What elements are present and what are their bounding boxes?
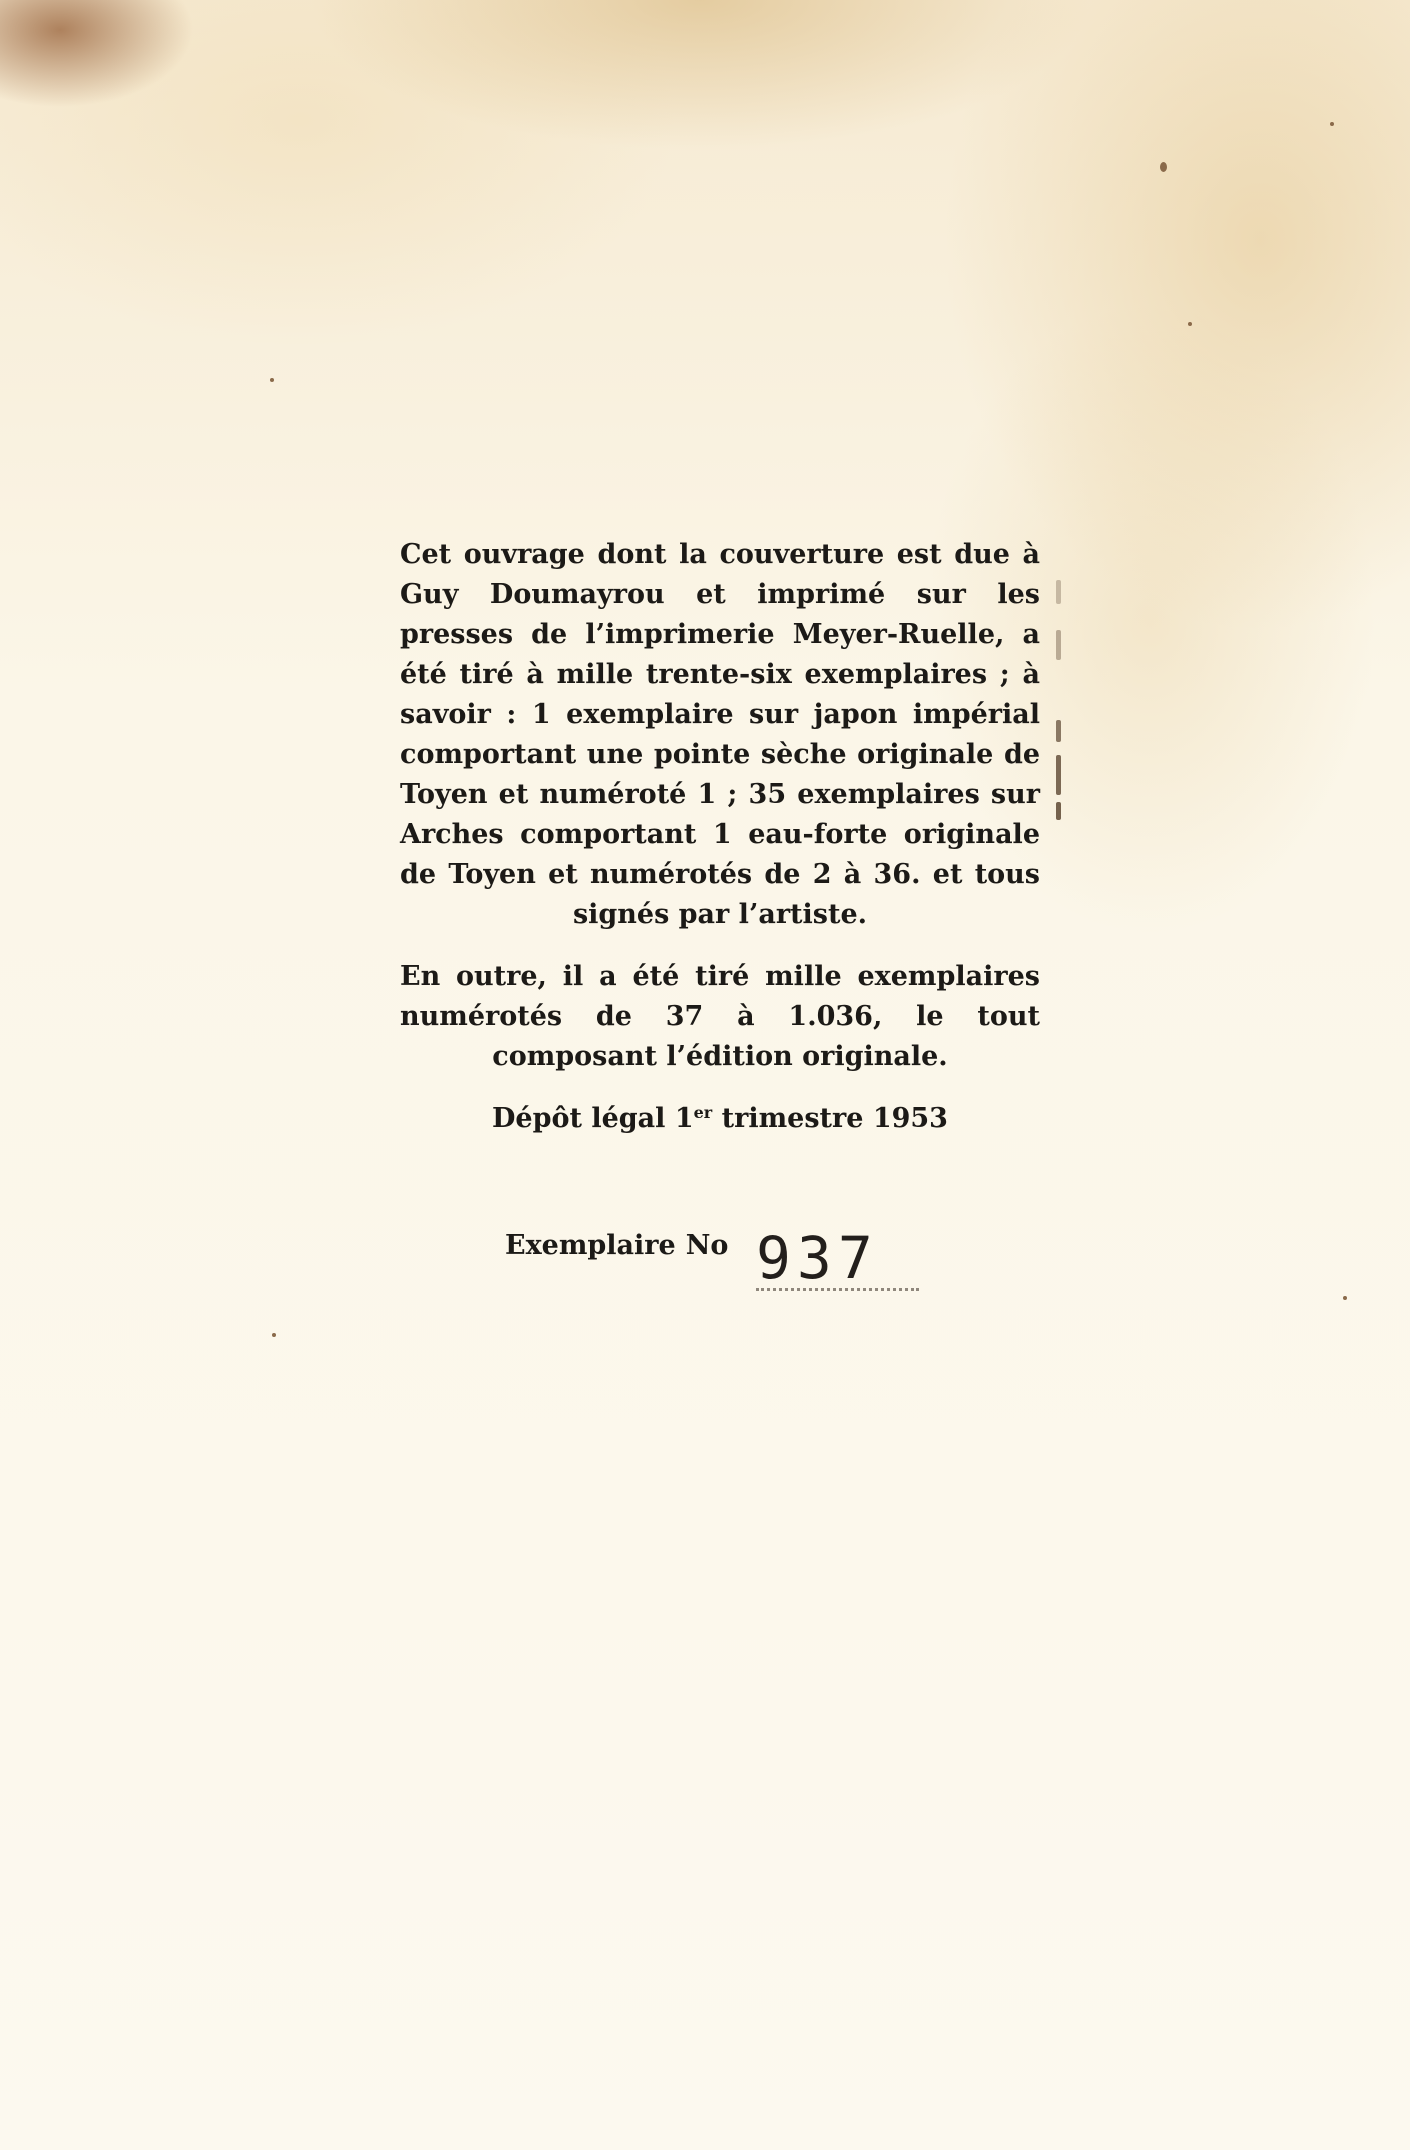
colophon-text [400, 535, 1040, 1139]
depot-legal-superscript: er [693, 1103, 713, 1122]
colophon-paragraph-2: En outre, il a été tiré mille exemplaires numérotés de 37 à 1.036, le tout composant l’édition originale. [400, 961, 1040, 1072]
binding-edge-marks [1050, 540, 1070, 820]
depot-legal-prefix: Dépôt légal 1 [492, 1103, 694, 1134]
paper-speck [272, 1333, 276, 1337]
paper-speck [1330, 122, 1334, 126]
depot-legal-suffix: trimestre 1953 [721, 1103, 948, 1134]
colophon-paragraph-1: Cet ouvrage dont la couverture est due à Guy Doumayrou et imprimé sur les presses de l’imprimerie Meyer-Ruelle, a été tiré à mille trente-six exemplaires ; à savoir : 1 exemplaire sur japon impérial comportant une pointe sèche originale de Toyen et numéroté 1 ; 35 exemplaires sur Arches comportant 1 eau-forte originale de Toyen et numérotés de 2 à 36. et tous signés par l’artiste. [400, 539, 1040, 930]
paper-speck [270, 378, 274, 382]
exemplaire-label: Exemplaire [505, 1230, 676, 1261]
exemplaire-number-stamp: 937 [756, 1228, 919, 1291]
exemplaire-label-line [505, 1230, 728, 1261]
paper-speck [1160, 162, 1167, 172]
number-label: No [685, 1230, 729, 1261]
paper-speck [1188, 322, 1192, 326]
paper-speck [1343, 1296, 1347, 1300]
depot-legal-line [400, 1099, 1040, 1139]
